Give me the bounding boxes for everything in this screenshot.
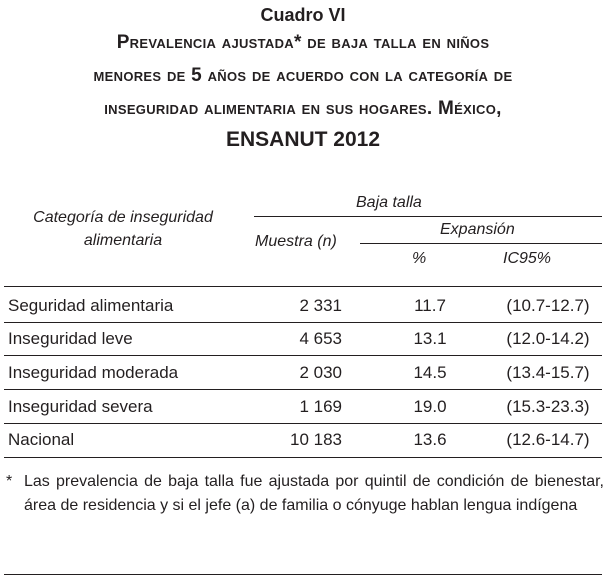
row-ic: (12.6-14.7) (506, 430, 590, 449)
row-pct: 11.7 (414, 296, 446, 315)
title-line-2: menores de 5 años de acuerdo con la categoría de (93, 65, 513, 86)
header-bottom-rule (4, 286, 602, 287)
row-pct: 19.0 (413, 397, 447, 416)
header-rule-baja-talla (254, 216, 602, 217)
row-pct: 13.1 (413, 329, 447, 348)
row-n: 4 653 (299, 329, 342, 348)
table-row (0, 322, 606, 355)
header-rule-expansion (360, 243, 602, 244)
row-category: Inseguridad leve (8, 329, 133, 348)
table-row (0, 356, 606, 389)
row-n: 1 169 (299, 397, 342, 416)
row-category: Inseguridad severa (8, 397, 153, 416)
header-percent: % (412, 250, 427, 267)
footnote-text: Las prevalencia de baja talla fue ajustada por quintil de condición de bienestar, área de residencia y si el jefe (a) de familia o cónyuge hablan lengua indígena (24, 473, 604, 514)
title-line-3: inseguridad alimentaria en sus hogares. México, (104, 98, 502, 119)
row-category: Seguridad alimentaria (8, 296, 174, 315)
table-row (0, 289, 606, 322)
page-bottom-rule (4, 574, 602, 575)
table-row (0, 423, 606, 456)
title-line-4: ENSANUT 2012 (225, 128, 381, 151)
table-row (0, 390, 606, 423)
row-category: Nacional (8, 430, 75, 449)
header-expansion: Expansión (440, 221, 515, 238)
header-ic95: IC95% (503, 250, 552, 267)
title-line-1: Prevalencia ajustada* de baja talla en niños (116, 32, 490, 53)
row-n: 10 183 (290, 430, 342, 449)
header-muestra: Muestra (n) (255, 233, 337, 250)
row-n: 2 030 (299, 363, 342, 382)
row-ic: (15.3-23.3) (506, 397, 590, 416)
table-title (0, 4, 606, 155)
header-category: Categoría de inseguridad alimentaria (33, 209, 213, 249)
footnote (6, 470, 604, 518)
header-baja-talla: Baja talla (356, 194, 422, 211)
row-pct: 14.5 (413, 363, 447, 382)
table-bottom-rule (4, 457, 602, 458)
footnote-mark: * (6, 473, 13, 490)
row-category: Inseguridad moderada (8, 363, 179, 382)
table-number: Cuadro VI (260, 5, 346, 25)
row-n: 2 331 (299, 296, 342, 315)
row-ic: (12.0-14.2) (506, 329, 590, 348)
row-ic: (10.7-12.7) (506, 296, 590, 315)
row-ic: (13.4-15.7) (506, 363, 590, 382)
row-pct: 13.6 (413, 430, 447, 449)
